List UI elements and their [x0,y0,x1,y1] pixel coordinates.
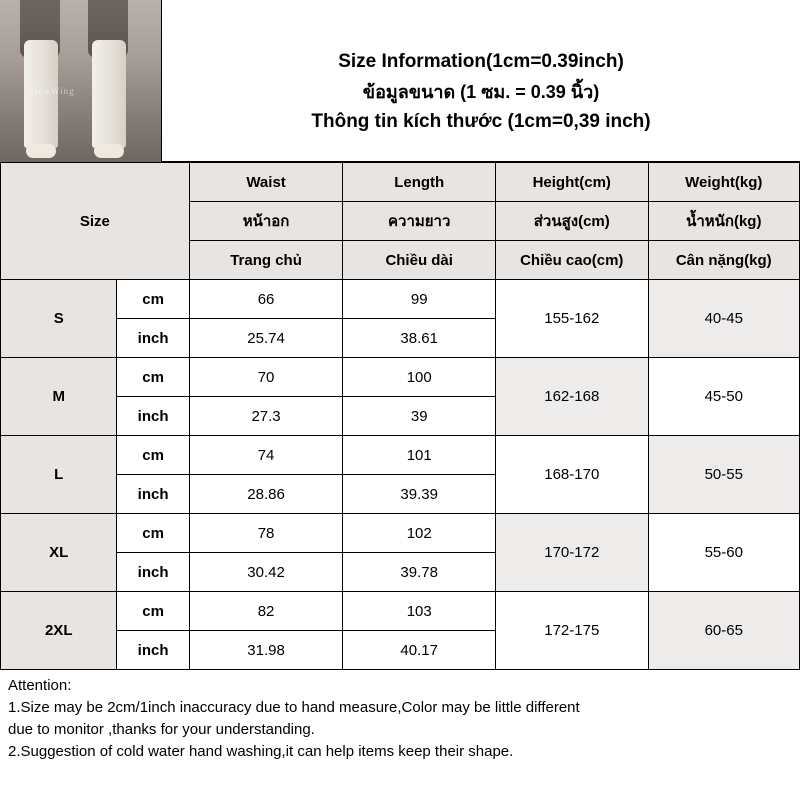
row-size-2xl: 2XL [1,592,117,670]
unit-cm: cm [117,514,189,553]
header-waist-th: หน้าอก [189,202,343,241]
xxl-height: 172-175 [495,592,648,670]
table-row [1,358,800,397]
attention-block [0,670,800,763]
l-waist-cm: 74 [189,436,343,475]
m-waist-cm: 70 [189,358,343,397]
size-table [0,162,800,670]
header-waist-en: Waist [189,163,343,202]
header-length-en: Length [343,163,496,202]
title-thai: ข้อมูลขนาด (1 ซม. = 0.39 นิ้ว) [362,81,600,102]
s-weight: 40-45 [648,280,799,358]
header-band [0,0,800,162]
unit-inch: inch [117,319,189,358]
s-waist-cm: 66 [189,280,343,319]
l-length-inch: 39.39 [343,475,496,514]
product-photo [0,0,162,162]
attention-heading: Attention: [8,677,72,694]
header-height-vi: Chiều cao(cm) [495,241,648,280]
unit-cm: cm [117,358,189,397]
header-length-vi: Chiều dài [343,241,496,280]
unit-inch: inch [117,631,189,670]
m-length-inch: 39 [343,397,496,436]
header-waist-vi: Trang chủ [189,241,343,280]
l-waist-inch: 28.86 [189,475,343,514]
row-size-xl: XL [1,514,117,592]
unit-cm: cm [117,436,189,475]
s-waist-inch: 25.74 [189,319,343,358]
row-size-s: S [1,280,117,358]
unit-cm: cm [117,280,189,319]
l-height: 168-170 [495,436,648,514]
table-row [1,280,800,319]
photo-watermark: ViewWing [28,86,75,96]
xxl-weight: 60-65 [648,592,799,670]
header-height-th: ส่วนสูง(cm) [495,202,648,241]
attention-line-1: 1.Size may be 2cm/1inch inaccuracy due to hand measure,Color may be little different [8,699,580,716]
header-weight-en: Weight(kg) [648,163,799,202]
header-height-en: Height(cm) [495,163,648,202]
xxl-waist-cm: 82 [189,592,343,631]
s-length-inch: 38.61 [343,319,496,358]
unit-inch: inch [117,553,189,592]
table-row [1,592,800,631]
m-length-cm: 100 [343,358,496,397]
photo-shoe-right [94,144,124,158]
row-size-m: M [1,358,117,436]
m-weight: 45-50 [648,358,799,436]
header-size-label: Size [1,163,190,280]
header-weight-th: น้ำหนัก(kg) [648,202,799,241]
xl-waist-inch: 30.42 [189,553,343,592]
m-waist-inch: 27.3 [189,397,343,436]
xl-length-cm: 102 [343,514,496,553]
header-length-th: ความยาว [343,202,496,241]
row-size-l: L [1,436,117,514]
s-length-cm: 99 [343,280,496,319]
unit-cm: cm [117,592,189,631]
l-length-cm: 101 [343,436,496,475]
xl-waist-cm: 78 [189,514,343,553]
attention-line-1-cont: due to monitor ,thanks for your understanding. [8,721,315,738]
xxl-length-inch: 40.17 [343,631,496,670]
xxl-length-cm: 103 [343,592,496,631]
title-vietnamese: Thông tin kích thước (1cm=0,39 inch) [311,110,651,132]
attention-line-2: 2.Suggestion of cold water hand washing,it can help items keep their shape. [8,743,514,760]
xl-height: 170-172 [495,514,648,592]
xxl-waist-inch: 31.98 [189,631,343,670]
m-height: 162-168 [495,358,648,436]
l-weight: 50-55 [648,436,799,514]
table-row [1,514,800,553]
table-header-row-en [1,163,800,202]
xl-weight: 55-60 [648,514,799,592]
photo-pants-right [92,40,126,148]
s-height: 155-162 [495,280,648,358]
header-weight-vi: Cân nặng(kg) [648,241,799,280]
xl-length-inch: 39.78 [343,553,496,592]
unit-inch: inch [117,397,189,436]
table-row [1,436,800,475]
title-english: Size Information(1cm=0.39inch) [338,50,624,72]
photo-shoe-left [26,144,56,158]
unit-inch: inch [117,475,189,514]
title-block [162,0,800,161]
